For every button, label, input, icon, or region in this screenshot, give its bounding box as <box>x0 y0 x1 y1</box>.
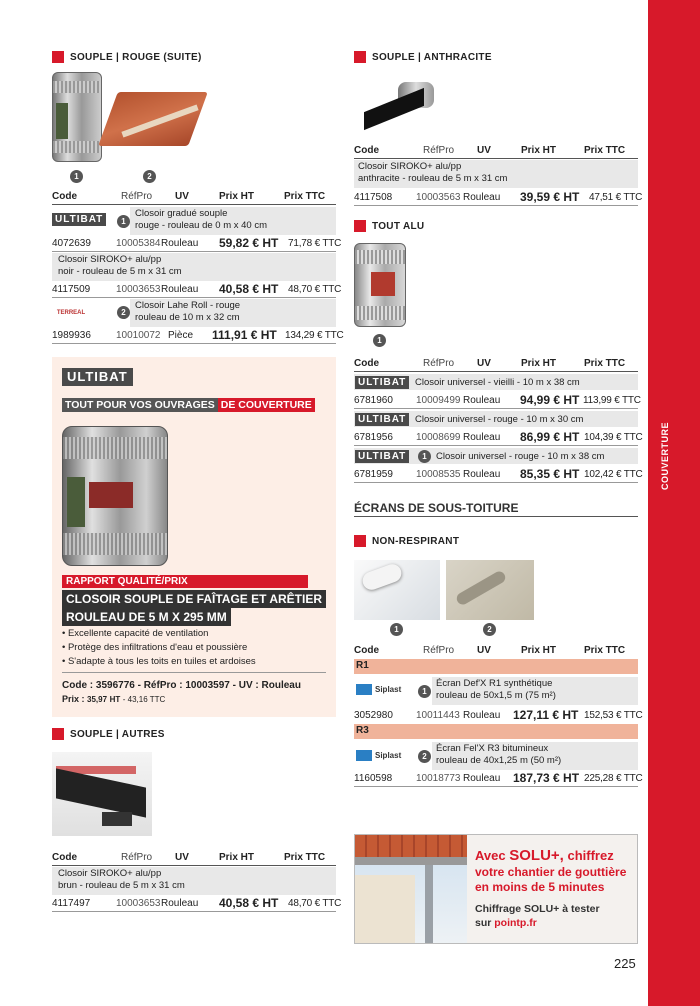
row-price-ht: 85,35 € HT <box>520 467 580 481</box>
col-ht: Prix HT <box>219 852 255 863</box>
promo-tag-b: DE COUVERTURE <box>218 398 315 412</box>
col-ttc: Prix TTC <box>584 145 626 156</box>
group-label-r3: R3 <box>356 725 369 736</box>
col-ttc: Prix TTC <box>584 645 626 656</box>
page-number: 225 <box>614 956 636 971</box>
row-price-ht: 127,11 € HT <box>513 708 579 722</box>
row-ref: 10009499 <box>416 395 461 406</box>
col-uv: UV <box>175 191 189 202</box>
row-price-ht: 39,59 € HT <box>520 190 580 204</box>
section-square-icon <box>354 51 366 63</box>
section-non-respirant: NON-RESPIRANT <box>354 535 459 547</box>
row-desc: rouge - rouleau de 0 m x 40 cm <box>135 220 268 231</box>
promo-tag-a: TOUT POUR VOS OUVRAGES <box>62 398 218 412</box>
row-code: 6781956 <box>354 432 393 443</box>
heading-rule <box>354 516 638 517</box>
promo-title-2: ROULEAU DE 5 M X 295 MM <box>62 608 231 626</box>
section-square-icon <box>354 535 366 547</box>
row-ref: 10003563 <box>416 192 461 203</box>
row-desc: noir - rouleau de 5 m x 31 cm <box>58 266 182 277</box>
banner-link[interactable]: pointp.fr <box>494 917 537 929</box>
promo-rapport: RAPPORT QUALITÉ/PRIX <box>62 575 308 588</box>
row-desc: rouleau de 50x1,5 m (75 m²) <box>436 690 556 701</box>
product-image-closoir-universel <box>354 243 406 327</box>
section-souple-autres: SOUPLE | AUTRES <box>52 728 165 740</box>
row-rule <box>52 343 336 344</box>
col-code: Code <box>354 145 379 156</box>
row-code: 4117509 <box>52 284 91 295</box>
banner-line-4: Chiffrage SOLU+ à tester <box>475 903 600 915</box>
row-number: 1 <box>418 450 431 463</box>
row-desc: Closoir universel - vieilli - 10 m x 38 cm <box>415 377 580 388</box>
header-rule <box>52 204 336 205</box>
row-desc: Closoir gradué souple <box>135 208 228 219</box>
product-image-siroko-anthracite <box>364 82 438 132</box>
row-desc: Closoir SIROKO+ alu/pp <box>58 868 162 879</box>
row-price-ttc: 113,99 € TTC <box>583 395 641 406</box>
col-code: Code <box>52 852 77 863</box>
section-tout-alu: TOUT ALU <box>354 220 424 232</box>
row-rule <box>52 251 336 252</box>
col-ttc: Prix TTC <box>284 852 326 863</box>
section-square-icon <box>52 728 64 740</box>
row-uv: Rouleau <box>161 238 199 249</box>
product-image-siroko-brun <box>52 752 152 836</box>
col-ref: RéfPro <box>121 852 153 863</box>
col-ref: RéfPro <box>423 358 455 369</box>
header-rule <box>354 371 638 372</box>
row-number: 2 <box>117 306 130 319</box>
row-desc: brun - rouleau de 5 m x 31 cm <box>58 880 185 891</box>
solu-banner[interactable] <box>354 834 638 944</box>
col-code: Code <box>52 191 77 202</box>
col-ht: Prix HT <box>521 645 557 656</box>
brand-ultibat: ULTIBAT <box>52 213 106 226</box>
row-ref: 10003653 <box>116 898 161 909</box>
row-desc: Closoir Lahe Roll - rouge <box>135 300 241 311</box>
row-price-ttc: 225,28 € TTC <box>584 773 643 784</box>
row-price-ttc: 48,70 € TTC <box>288 284 342 295</box>
row-price-ttc: 104,39 € TTC <box>584 432 643 443</box>
row-price-ttc: 152,53 € TTC <box>584 710 643 721</box>
row-code: 4117497 <box>52 898 91 909</box>
row-price-ttc: 134,29 € TTC <box>285 330 344 341</box>
row-code: 3052980 <box>354 710 393 721</box>
row-uv: Rouleau <box>161 284 199 295</box>
promo-bullet: • Excellente capacité de ventilation <box>62 628 209 639</box>
image-number-1: 1 <box>70 170 83 183</box>
row-uv: Rouleau <box>463 710 501 721</box>
row-code: 6781959 <box>354 469 393 480</box>
col-ref: RéfPro <box>423 645 455 656</box>
row-uv: Rouleau <box>463 192 501 203</box>
row-price-ht: 187,73 € HT <box>513 771 580 785</box>
siplast-icon <box>356 684 372 695</box>
row-uv: Rouleau <box>463 432 501 443</box>
banner-image <box>355 835 467 944</box>
brand-ultibat: ULTIBAT <box>355 450 409 463</box>
row-rule <box>354 482 638 483</box>
row-code: 1160598 <box>354 773 393 784</box>
product-image-ecran-r3 <box>446 560 534 620</box>
row-uv: Rouleau <box>463 773 501 784</box>
row-rule <box>354 786 638 787</box>
image-number-1: 1 <box>373 334 386 347</box>
row-ref: 10008699 <box>416 432 461 443</box>
col-ttc: Prix TTC <box>284 191 326 202</box>
image-number-2: 2 <box>143 170 156 183</box>
row-ref: 10011443 <box>416 710 460 721</box>
brand-siplast: Siplast <box>375 751 402 760</box>
row-rule <box>354 408 638 409</box>
row-ref: 10008535 <box>416 469 461 480</box>
row-desc: Écran Fel'X R3 bitumineux <box>436 743 549 754</box>
promo-prix-ttc: - 43,16 TTC <box>122 695 166 704</box>
row-code: 4072639 <box>52 238 91 249</box>
col-ref: RéfPro <box>121 191 153 202</box>
promo-bullet: • Protège des infiltrations d'eau et poussière <box>62 642 248 653</box>
row-desc: Closoir SIROKO+ alu/pp <box>358 161 462 172</box>
col-ref: RéfPro <box>423 145 455 156</box>
col-uv: UV <box>477 358 491 369</box>
row-price-ht: 40,58 € HT <box>219 896 279 910</box>
promo-tag <box>62 398 315 412</box>
row-ref: 10005384 <box>116 238 161 249</box>
brand-ultibat: ULTIBAT <box>355 376 409 389</box>
row-price-ht: 111,91 € HT <box>212 328 277 342</box>
row-price-ttc: 47,51 € TTC <box>589 192 643 203</box>
col-uv: UV <box>477 645 491 656</box>
siplast-icon <box>356 750 372 761</box>
row-desc: rouleau de 40x1,25 m (50 m²) <box>436 755 562 766</box>
row-ref: 10018773 <box>416 773 461 784</box>
col-ht: Prix HT <box>219 191 255 202</box>
brand-siplast: Siplast <box>375 685 402 694</box>
row-desc: Closoir SIROKO+ alu/pp <box>58 254 162 265</box>
col-uv: UV <box>477 145 491 156</box>
row-number: 1 <box>418 685 431 698</box>
promo-rule <box>62 672 326 673</box>
promo-price <box>62 694 165 704</box>
row-price-ht: 94,99 € HT <box>520 393 580 407</box>
heading-ecrans: ÉCRANS DE SOUS-TOITURE <box>354 501 519 515</box>
group-label-r1: R1 <box>356 660 369 671</box>
row-rule <box>52 911 336 912</box>
row-desc: Closoir universel - rouge - 10 m x 30 cm <box>415 414 584 425</box>
row-price-ht: 59,82 € HT <box>219 236 279 250</box>
image-number-1: 1 <box>390 623 403 636</box>
row-uv: Rouleau <box>161 898 199 909</box>
image-number-2: 2 <box>483 623 496 636</box>
col-ht: Prix HT <box>521 358 557 369</box>
col-code: Code <box>354 358 379 369</box>
row-number: 2 <box>418 750 431 763</box>
row-code: 6781960 <box>354 395 393 406</box>
row-code: 4117508 <box>354 192 393 203</box>
col-ht: Prix HT <box>521 145 557 156</box>
row-desc: rouleau de 10 m x 32 cm <box>135 312 240 323</box>
section-square-icon <box>52 51 64 63</box>
row-desc: Écran Def'X R1 synthétique <box>436 678 553 689</box>
banner-line-5: sur pointp.fr <box>475 917 537 929</box>
col-uv: UV <box>175 852 189 863</box>
product-image-closoir-gradue <box>52 72 102 162</box>
row-price-ht: 86,99 € HT <box>520 430 580 444</box>
promo-ht: HT <box>109 695 121 704</box>
col-code: Code <box>354 645 379 656</box>
row-uv: Pièce <box>168 330 194 341</box>
row-desc: anthracite - rouleau de 5 m x 31 cm <box>358 173 508 184</box>
row-desc: Closoir universel - rouge - 10 m x 38 cm <box>436 451 605 462</box>
row-price-ht: 40,58 € HT <box>219 282 279 296</box>
row-uv: Rouleau <box>463 469 501 480</box>
row-rule <box>354 205 638 206</box>
row-number: 1 <box>117 215 130 228</box>
row-price-ttc: 102,42 € TTC <box>584 469 643 480</box>
header-rule <box>52 865 336 866</box>
row-uv: Rouleau <box>463 395 501 406</box>
banner-line-2: votre chantier de gouttière <box>475 865 627 879</box>
promo-product-image <box>62 426 168 566</box>
promo-code-line: Code : 3596776 - RéfPro : 10003597 - UV : Rouleau <box>62 680 301 691</box>
promo-bullet: • S'adapte à tous les toits en tuiles et ardoises <box>62 656 256 667</box>
promo-title-1: CLOSOIR SOUPLE DE FAÎTAGE ET ARÊTIER <box>62 590 326 608</box>
brand-terreal: TERREAL <box>56 310 86 316</box>
sidebar-tab <box>648 0 700 1006</box>
row-code: 1989936 <box>52 330 91 341</box>
brand-terreal-logo <box>52 303 90 323</box>
row-rule <box>52 297 336 298</box>
brand-siplast-logo <box>356 750 401 761</box>
row-price-ttc: 71,78 € TTC <box>288 238 342 249</box>
brand-ultibat: ULTIBAT <box>355 413 409 426</box>
promo-brand: ULTIBAT <box>62 368 133 386</box>
promo-prix-ht: 35,97 <box>87 695 108 704</box>
row-rule <box>354 445 638 446</box>
col-ttc: Prix TTC <box>584 358 626 369</box>
banner-line-1: Avec SOLU+, chiffrez <box>475 847 614 864</box>
row-ref: 10003653 <box>116 284 161 295</box>
sidebar-label: COUVERTURE <box>660 421 670 490</box>
promo-prix-label: Prix : <box>62 694 85 704</box>
group-bar-r3 <box>354 724 638 739</box>
brand-siplast-logo <box>356 684 401 695</box>
group-bar-r1 <box>354 659 638 674</box>
header-rule <box>354 158 638 159</box>
section-souple-anthracite: SOUPLE | ANTHRACITE <box>354 51 492 63</box>
section-souple-rouge: SOUPLE | ROUGE (SUITE) <box>52 51 202 63</box>
section-square-icon <box>354 220 366 232</box>
product-image-ecran-r1 <box>354 560 440 620</box>
banner-line-3: en moins de 5 minutes <box>475 880 605 894</box>
row-price-ttc: 48,70 € TTC <box>288 898 342 909</box>
row-ref: 10010072 <box>116 330 161 341</box>
